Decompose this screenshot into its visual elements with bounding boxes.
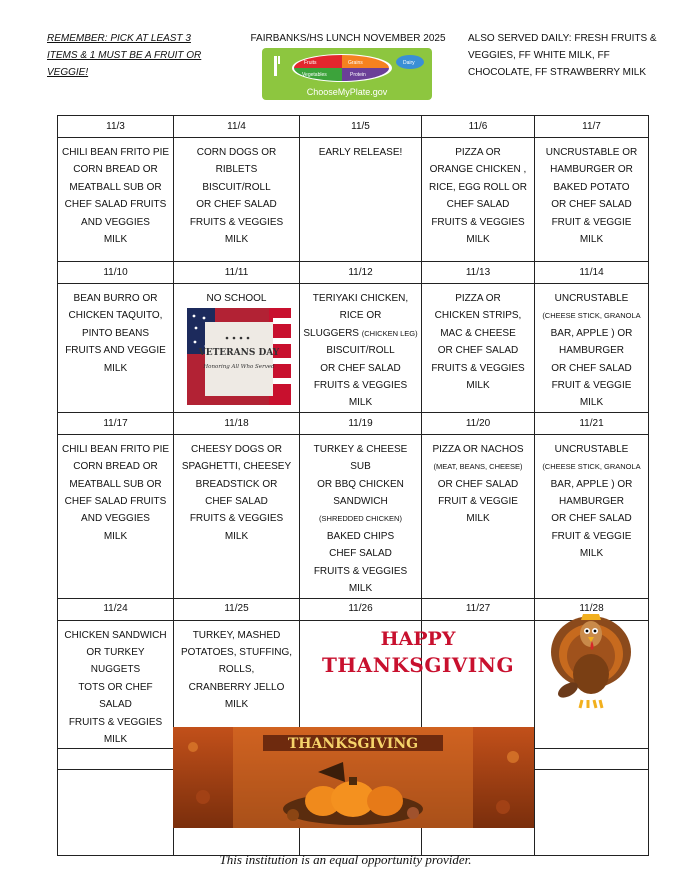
thanksgiving-banner-text: THANKSGIVING — [287, 736, 419, 752]
thanksgiving-word: THANKSGIVING — [321, 653, 515, 677]
menu-line: FRUITS & VEGGIES — [313, 565, 408, 577]
week-2-menus — [58, 284, 649, 413]
menu-line: MILK — [103, 234, 128, 246]
menu-line: POTATOES, STUFFING, — [180, 646, 293, 658]
menu-line: CHEESY DOGS OR — [191, 443, 282, 455]
menu-line: OR — [617, 327, 633, 339]
menu-cell — [422, 284, 535, 413]
date-cell: 11/3 — [58, 116, 174, 138]
menu-line: MILK — [466, 234, 490, 246]
menu-line: UNCRUSTABLE — [554, 293, 629, 304]
turkey-icon — [548, 604, 634, 714]
menu-line: (CHICKEN LEG) — [361, 328, 418, 338]
menu-line: MAC & CHEESE — [440, 327, 516, 339]
date-cell: 11/17 — [58, 412, 174, 434]
menu-line: FRUITS & VEGGIES — [68, 716, 163, 728]
menu-line: TURKEY, MASHED — [192, 629, 281, 641]
vet-day-title: VETERANS DAY — [198, 348, 280, 358]
date-cell: 11/5 — [300, 116, 422, 138]
menu-line: MILK — [103, 362, 128, 374]
menu-line: MILK — [466, 380, 490, 392]
menu-line: MILK — [224, 234, 249, 246]
date-cell: 11/7 — [535, 116, 649, 138]
menu-line: FRUIT & VEGGIE — [551, 530, 632, 542]
menu-line: OR CHEF SALAD — [551, 362, 632, 374]
menu-cell — [300, 284, 422, 413]
menu-line: SLUGGERS — [303, 327, 359, 339]
menu-line: SANDWICH — [333, 496, 388, 508]
happy-word: HAPPY — [380, 628, 456, 650]
menu-cell — [422, 138, 535, 262]
menu-line: MILK — [224, 530, 249, 542]
menu-line: BREADSTICK OR — [195, 478, 278, 490]
thanksgiving-banner-image — [173, 727, 534, 828]
menu-line: FRUIT & VEGGIE — [438, 496, 518, 508]
menu-cell — [300, 434, 422, 598]
menu-line: CHEF SALAD FRUITS — [64, 199, 167, 211]
date-cell: 11/14 — [535, 262, 649, 284]
date-cell: 11/10 — [58, 262, 174, 284]
menu-cell — [174, 138, 300, 262]
menu-line: RICE OR — [339, 310, 382, 322]
menu-line: TOTS OR CHEF SALAD — [78, 681, 153, 711]
equal-opportunity-footer: This institution is an equal opportunity provider. — [219, 852, 472, 867]
menu-cell — [58, 620, 174, 749]
menu-line: BAR, APPLE ) — [550, 327, 615, 339]
blank-cell — [535, 749, 649, 770]
menu-line: MILK — [579, 234, 604, 246]
menu-line: AND VEGGIES — [81, 513, 150, 525]
menu-line: ROLLS, — [218, 664, 255, 676]
menu-line: MILK — [348, 583, 373, 595]
menu-line: CHEF SALAD FRUITS — [64, 496, 167, 508]
menu-line: CHEF SALAD — [446, 199, 510, 211]
menu-line: UNCRUSTABLE OR — [545, 147, 638, 158]
daily-items-note: ALSO SERVED DAILY: FRESH FRUITS & VEGGIES, FF WHITE MILK, FF CHOCOLATE, FF STRAWBERRY MILK — [468, 33, 657, 78]
week-3-dates — [58, 412, 649, 434]
menu-title: FAIRBANKS/HS LUNCH NOVEMBER 2025 — [250, 33, 446, 44]
week-2-dates — [58, 262, 649, 284]
week-1-dates — [58, 116, 649, 138]
menu-line: (SHREDDED CHICKEN) — [319, 514, 402, 524]
blank-cell — [535, 770, 649, 856]
plate-label-fruits: Fruits — [304, 60, 317, 66]
menu-cell — [58, 284, 174, 413]
menu-line: PINTO BEANS — [81, 327, 150, 339]
menu-line: CHILI BEAN FRITO PIE — [61, 443, 170, 455]
menu-line: FRUITS & VEGGIES — [189, 513, 284, 525]
date-cell: 11/19 — [300, 412, 422, 434]
menu-line: CHILI BEAN FRITO PIE — [61, 147, 170, 158]
menu-line: HAMBURGER OR — [550, 164, 633, 176]
date-cell: 11/24 — [58, 598, 174, 620]
menu-line: OR CHEF SALAD — [551, 199, 632, 211]
menu-line: CORN BREAD OR — [73, 164, 158, 176]
menu-cell — [535, 138, 649, 262]
date-cell: 11/20 — [422, 412, 535, 434]
veterans-day-image — [187, 308, 291, 405]
menu-line: FRUIT & VEGGIE — [551, 380, 632, 392]
menu-line: BAKED CHIPS — [326, 530, 395, 542]
menu-line: CHEF SALAD — [329, 548, 392, 560]
blank-cell — [58, 770, 174, 856]
menu-line: FRUITS & VEGGIES — [431, 362, 525, 374]
date-cell: 11/28 — [535, 598, 649, 620]
menu-cell — [535, 284, 649, 413]
menu-cell — [174, 434, 300, 598]
menu-cell — [422, 434, 535, 598]
menu-line: AND VEGGIES — [81, 216, 150, 228]
menu-line: MILK — [348, 397, 373, 409]
date-cell: 11/26 — [300, 598, 422, 620]
week-1-menus — [58, 138, 649, 262]
menu-line: BAKED POTATO — [553, 181, 630, 193]
menu-line: CRANBERRY JELLO — [188, 681, 285, 693]
date-cell: 11/21 — [535, 412, 649, 434]
plate-label-grains: Grains — [348, 60, 363, 66]
date-cell: 11/13 — [422, 262, 535, 284]
menu-line: RIBLETS — [215, 164, 258, 176]
date-cell: 11/25 — [174, 598, 300, 620]
menu-line: CHEF SALAD — [205, 496, 268, 508]
blank-cell — [58, 749, 174, 770]
date-cell: 11/18 — [174, 412, 300, 434]
menu-line: OR CHEF SALAD — [320, 362, 401, 374]
menu-line: OR TURKEY NUGGETS — [86, 646, 145, 676]
date-cell: 11/11 — [174, 262, 300, 284]
menu-line: TERIYAKI CHICKEN, — [312, 293, 409, 304]
menu-line: FRUITS & VEGGIES — [189, 216, 284, 228]
menu-line: FRUIT & VEGGIE — [551, 216, 632, 228]
menu-line: MILK — [579, 548, 604, 560]
menu-line: MEATBALL SUB OR — [69, 181, 162, 193]
menu-line: (MEAT, BEANS, CHEESE) — [433, 462, 523, 472]
menu-line: MILK — [103, 733, 128, 745]
reminder-note: REMEMBER: PICK AT LEAST 3 ITEMS & 1 MUST BE A FRUIT OR VEGGIE! — [47, 33, 202, 78]
menu-line: OR BBQ CHICKEN — [317, 478, 404, 490]
menu-cell — [58, 434, 174, 598]
menu-line: TURKEY & CHEESE SUB — [313, 443, 408, 473]
plate-label-vegetables: Vegetables — [302, 72, 327, 78]
menu-line: PIZZA OR — [455, 147, 501, 158]
menu-line: OR CHEF SALAD — [551, 513, 632, 525]
menu-line: OR — [617, 478, 633, 490]
menu-line: FRUITS & VEGGIES — [431, 216, 525, 228]
menu-line: NO SCHOOL — [206, 293, 267, 304]
menu-line: CHICKEN STRIPS, — [434, 310, 522, 322]
menu-line: MILK — [103, 530, 128, 542]
plate-label-protein: Protein — [350, 72, 366, 78]
menu-line: MILK — [224, 699, 249, 711]
menu-line: HAMBURGER — [558, 345, 624, 357]
menu-cell — [300, 138, 422, 262]
myplate-logo — [262, 48, 432, 100]
date-cell: 11/4 — [174, 116, 300, 138]
plate-label-dairy: Dairy — [403, 60, 415, 66]
date-cell: 11/27 — [422, 598, 535, 620]
menu-line: UNCRUSTABLE — [554, 443, 629, 455]
menu-line: OR CHEF SALAD — [437, 478, 519, 490]
menu-line: BEAN BURRO OR — [73, 293, 158, 304]
menu-cell — [58, 138, 174, 262]
menu-line: BAR, APPLE ) — [550, 478, 615, 490]
date-cell: 11/6 — [422, 116, 535, 138]
menu-line: CORN DOGS OR — [196, 147, 277, 158]
menu-line: MILK — [579, 397, 604, 409]
menu-line: (CHEESE STICK, GRANOLA — [542, 462, 641, 472]
menu-line: PIZZA OR — [455, 293, 501, 304]
menu-line: BISCUIT/ROLL — [202, 181, 271, 193]
menu-line: MEATBALL SUB OR — [69, 478, 162, 490]
menu-cell — [535, 434, 649, 598]
menu-line: FRUITS & VEGGIES — [313, 380, 408, 392]
menu-line: HAMBURGER — [558, 496, 624, 508]
menu-line: EARLY RELEASE! — [318, 147, 403, 158]
menu-line: CHICKEN SANDWICH — [64, 629, 167, 641]
menu-line: SPAGHETTI, CHEESEY — [181, 461, 292, 473]
menu-line: ORANGE CHICKEN , — [429, 164, 527, 176]
happy-thanksgiving-text — [300, 626, 536, 678]
plate-logo-text: ChooseMyPlate.gov — [306, 87, 388, 97]
menu-line: OR CHEF SALAD — [196, 199, 277, 211]
week-3-menus — [58, 434, 649, 598]
date-cell: 11/12 — [300, 262, 422, 284]
menu-line: CORN BREAD OR — [73, 461, 158, 473]
menu-line: FRUITS AND VEGGIE — [65, 345, 166, 357]
menu-line: (CHEESE STICK, GRANOLA — [542, 311, 641, 321]
menu-line: PIZZA OR NACHOS — [432, 443, 524, 455]
vet-day-subtitle: Honoring All Who Served — [203, 364, 275, 370]
menu-line: RICE, EGG ROLL OR — [429, 181, 527, 193]
menu-line: MILK — [466, 513, 490, 525]
menu-line: CHICKEN TAQUITO, — [68, 310, 163, 322]
menu-line: OR CHEF SALAD — [437, 345, 519, 357]
menu-line: BISCUIT/ROLL — [326, 345, 395, 357]
